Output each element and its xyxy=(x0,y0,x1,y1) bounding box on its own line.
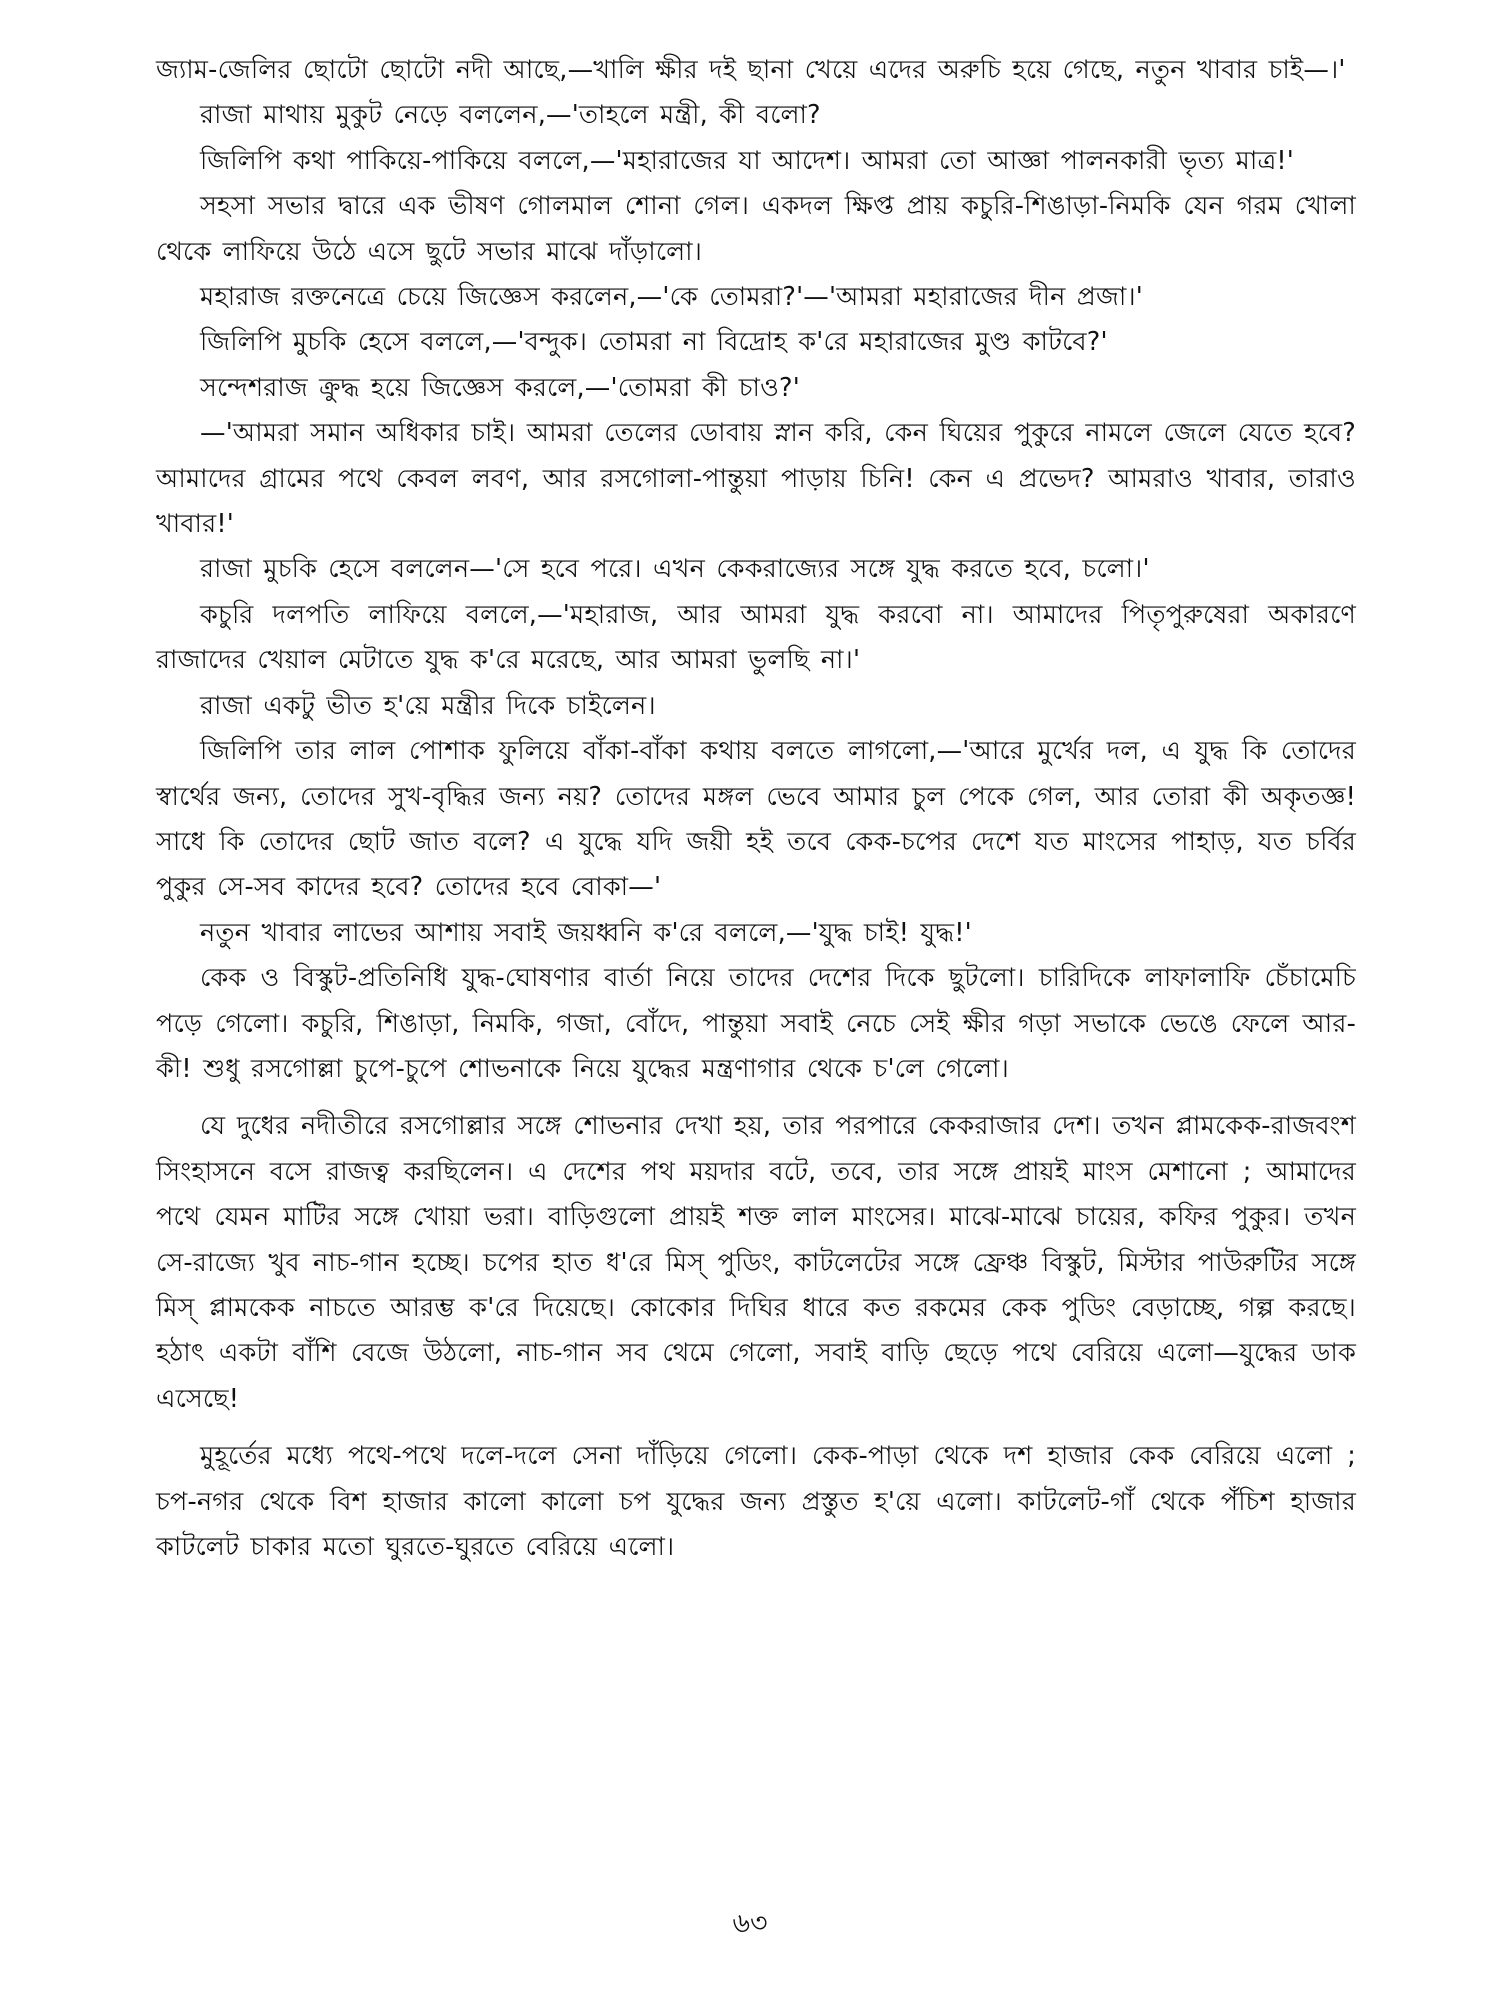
paragraph-15: যে দুধের নদীতীরে রসগোল্লার সঙ্গে শোভনার দেখা হয়, তার পরপারে কেকরাজার দেশ। তখন প্লামকেক-রাজবংশ সিংহাসনে বসে রাজত্ব করছিলেন। এ দেশের পথ ময়দার বটে, তবে, তার সঙ্গে প্রায়ই মাংস মেশানো ; আমাদের পথে যেমন মাটির সঙ্গে খোয়া ভরা। বাড়িগুলো প্রায়ই শক্ত লাল মাংসের। মাঝে-মাঝে চায়ের, কফির পুকুর। তখন সে-রাজ্যে খুব নাচ-গান হচ্ছে। চপের হাত ধ'রে মিস্ পুডিং, কাটলেটের সঙ্গে ফ্রেঞ্চ বিস্কুট, মিস্টার পাউরুটির সঙ্গে মিস্ প্লামকেক নাচতে আরম্ভ ক'রে দিয়েছে। কোকোর দিঘির ধারে কত রকমের কেক পুডিং বেড়াচ্ছে, গল্প করছে। হঠাৎ একটা বাঁশি বেজে উঠলো, নাচ-গান সব থেমে গেলো, সবাই বাড়ি ছেড়ে পথে বেরিয়ে এলো—যুদ্ধের ডাক এসেছে! xyxy=(156,1111,1356,1414)
paragraph-14: কেক ও বিস্কুট-প্রতিনিধি যুদ্ধ-ঘোষণার বার্তা নিয়ে তাদের দেশের দিকে ছুটলো। চারিদিকে লাফালাফি চেঁচামেচি পড়ে গেলো। কচুরি, শিঙাড়া, নিমকি, গজা, বোঁদে, পান্তুয়া সবাই নেচে সেই ক্ষীর গড়া সভাকে ভেঙে ফেলে আর-কী! শুধু রসগোল্লা চুপে-চুপে শোভনাকে নিয়ে যুদ্ধের মন্ত্রণাগার থেকে চ'লে গেলো। xyxy=(156,963,1356,1084)
page-number: ৬৩ xyxy=(732,1908,768,1939)
paragraph-16: মুহূর্তের মধ্যে পথে-পথে দলে-দলে সেনা দাঁড়িয়ে গেলো। কেক-পাড়া থেকে দশ হাজার কেক বেরিয়ে এলো ; চপ-নগর থেকে বিশ হাজার কালো কালো চপ যুদ্ধের জন্য প্রস্তুত হ'য়ে এলো। কাটলেট-গাঁ থেকে পঁচিশ হাজার কাটলেট চাকার মতো ঘুরতে-ঘুরতে বেরিয়ে এলো। xyxy=(156,1441,1356,1562)
paragraph-5: মহারাজ রক্তনেত্রে চেয়ে জিজ্ঞেস করলেন,—'কে তোমরা?'—'আমরা মহারাজের দীন প্রজা।' xyxy=(200,282,1143,313)
paragraph-7: সন্দেশরাজ ক্রুদ্ধ হয়ে জিজ্ঞেস করলে,—'তোমরা কী চাও?' xyxy=(200,372,800,403)
paragraph-11: রাজা একটু ভীত হ'য়ে মন্ত্রীর দিকে চাইলেন। xyxy=(200,690,656,721)
paragraph-12: জিলিপি তার লাল পোশাক ফুলিয়ে বাঁকা-বাঁকা কথায় বলতে লাগলো,—'আরে মুর্খের দল, এ যুদ্ধ কি তোদের স্বার্থের জন্য, তোদের সুখ-বৃদ্ধির জন্য নয়? তোদের মঙ্গল ভেবে আমার চুল পেকে গেল, আর তোরা কী অকৃতজ্ঞ! সাধে কি তোদের ছোট জাত বলে? এ যুদ্ধে যদি জয়ী হই তবে কেক-চপের দেশে যত মাংসের পাহাড়, যত চর্বির পুকুর সে-সব কাদের হবে? তোদের হবে বোকা—' xyxy=(156,736,1356,903)
paragraph-4: সহসা সভার দ্বারে এক ভীষণ গোলমাল শোনা গেল। একদল ক্ষিপ্ত প্রায় কচুরি-শিঙাড়া-নিমকি যেন গরম খোলা থেকে লাফিয়ে উঠে এসে ছুটে সভার মাঝে দাঁড়ালো। xyxy=(156,191,1357,267)
paragraph-10: কচুরি দলপতি লাফিয়ে বললে,—'মহারাজ, আর আমরা যুদ্ধ করবো না। আমাদের পিতৃপুরুষেরা অকারণে রাজাদের খেয়াল মেটাতে যুদ্ধ ক'রে মরেছে, আর আমরা ভুলছি না।' xyxy=(156,599,1356,676)
paragraph-2: রাজা মাথায় মুকুট নেড়ে বললেন,—'তাহলে মন্ত্রী, কী বলো? xyxy=(200,100,821,131)
paragraph-1: জ্যাম-জেলির ছোটো ছোটো নদী আছে,—খালি ক্ষীর দই ছানা খেয়ে এদের অরুচি হয়ে গেছে, নতুন খাবার চাই—।' xyxy=(156,55,1346,85)
paragraph-9: রাজা মুচকি হেসে বললেন—'সে হবে পরে। এখন কেকরাজ্যের সঙ্গে যুদ্ধ করতে হবে, চলো।' xyxy=(200,554,1150,585)
paragraph-3: জিলিপি কথা পাকিয়ে-পাকিয়ে বললে,—'মহারাজের যা আদেশ। আমরা তো আজ্ঞা পালনকারী ভৃত্য মাত্র!' xyxy=(200,145,1295,176)
paragraph-6: জিলিপি মুচকি হেসে বললে,—'বন্দুক। তোমরা না বিদ্রোহ ক'রে মহারাজের মুণ্ড কাটবে?' xyxy=(200,327,1108,358)
paragraph-8: —'আমরা সমান অধিকার চাই। আমরা তেলের ডোবায় স্নান করি, কেন ঘিয়ের পুকুরে নামলে জেলে যেতে হবে? আমাদের গ্রামের পথে কেবল লবণ, আর রসগোলা-পান্তুয়া পাড়ায় চিনি! কেন এ প্রভেদ? আমরাও খাবার, তারাও খাবার!' xyxy=(156,418,1356,540)
page-body xyxy=(156,48,1356,1948)
paragraph-13: নতুন খাবার লাভের আশায় সবাই জয়ধ্বনি ক'রে বললে,—'যুদ্ধ চাই! যুদ্ধ!' xyxy=(200,917,972,948)
